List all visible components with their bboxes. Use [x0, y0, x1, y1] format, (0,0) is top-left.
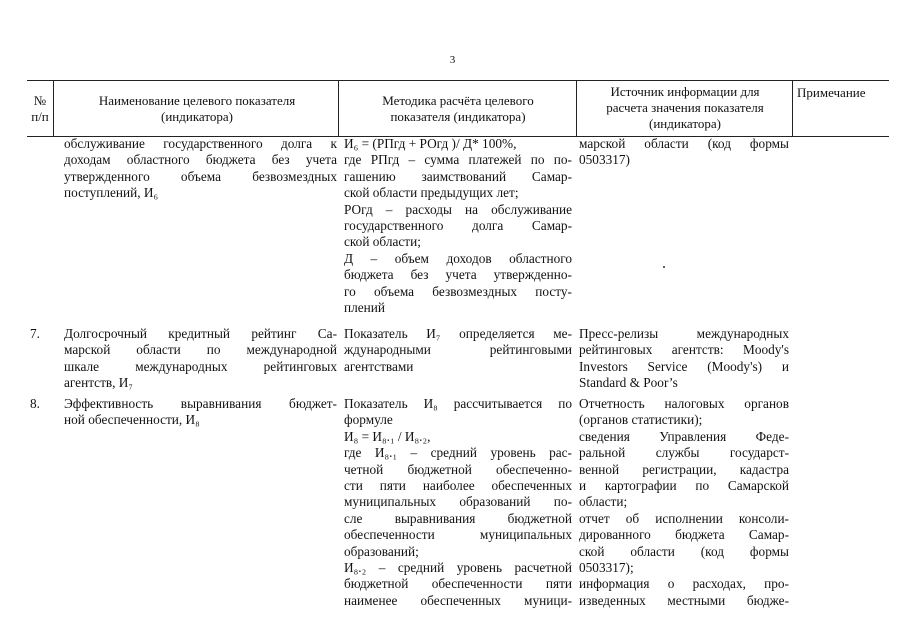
- header-source: Источник информации для расчета значения показателя (индикатора): [606, 84, 764, 131]
- text-line: агентств, И₇: [64, 375, 134, 391]
- row-method: [344, 136, 572, 316]
- text-line: ральной службы государст-: [579, 445, 789, 461]
- text-line: формуле: [344, 412, 393, 428]
- text-line: агентствами: [344, 358, 414, 374]
- header-num: № п/п: [31, 93, 49, 124]
- row-method: [344, 326, 572, 375]
- text-line: сле выравнивания бюджетной: [344, 510, 572, 526]
- text-line: поступлений, И₆: [64, 185, 159, 201]
- table-header: [27, 80, 889, 137]
- text-line: ской области (код формы: [579, 543, 789, 559]
- column-divider: [576, 81, 577, 136]
- row-source: [579, 326, 789, 392]
- column-divider: [792, 81, 793, 136]
- row-name: [64, 136, 337, 202]
- text-line: го объема безвозмездных посту-: [344, 283, 572, 299]
- text-line: отчет об исполнении консоли-: [579, 510, 789, 526]
- text-line: Долгосрочный кредитный рейтинг Са-: [64, 326, 337, 341]
- text-line: бюджета без учета утвержденно-: [344, 267, 572, 283]
- row-method: [344, 396, 572, 609]
- text-line: 0503317): [579, 152, 630, 168]
- text-line: Пресс-релизы международных: [579, 326, 789, 341]
- text-line: обеспеченности муниципальных: [344, 527, 572, 543]
- text-line: области;: [579, 494, 628, 510]
- text-line: обслуживание государственного долга к: [64, 136, 337, 151]
- header-name: Наименование целевого показателя (индикатора): [98, 93, 296, 124]
- text-line: РОгд – расходы на обслуживание: [344, 201, 572, 217]
- text-line: И₈ = И₈.₁ / И₈.₂,: [344, 428, 431, 444]
- column-divider: [338, 81, 339, 136]
- row-name: [64, 396, 337, 429]
- text-line: сти пяти наиболее обеспеченных: [344, 478, 572, 494]
- text-line: изведенных местными бюдже-: [579, 592, 789, 608]
- text-line: венной регистрации, кадастра: [579, 461, 789, 477]
- header-method: Методика расчёта целевого показателя (индикатора): [382, 93, 534, 124]
- text-line: ждународными рейтинговыми: [344, 342, 572, 358]
- text-line: информация о расходах, про-: [579, 576, 789, 592]
- text-line: дированного бюджета Самар-: [579, 527, 789, 543]
- row-num: 7.: [30, 326, 40, 341]
- column-divider: [53, 81, 54, 136]
- text-line: ной обеспеченности, И₈: [64, 412, 200, 428]
- text-line: и картографии по Самарской: [579, 478, 789, 494]
- text-line: 0503317);: [579, 560, 634, 576]
- header-note: Примечание: [797, 85, 866, 100]
- text-line: четной бюджетной обеспеченно-: [344, 461, 572, 477]
- text-line: Эффективность выравнивания бюджет-: [64, 396, 337, 411]
- text-line: Отчетность налоговых органов: [579, 396, 789, 411]
- text-line: рейтинговых агентств: Moody's: [579, 342, 789, 358]
- text-line: доходам областного бюджета без учета: [64, 152, 337, 168]
- text-line: плений: [344, 300, 386, 316]
- text-line: ской области;: [344, 234, 421, 250]
- text-line: (органов статистики);: [579, 412, 703, 428]
- text-line: где И₈.₁ – средний уровень рас-: [344, 445, 572, 461]
- text-line: ской области предыдущих лет;: [344, 185, 519, 201]
- text-line: образований;: [344, 543, 419, 559]
- text-line: бюджетной обеспеченности пяти: [344, 576, 572, 592]
- text-line: Показатель И₈ рассчитывается по: [344, 396, 572, 411]
- speck: [663, 266, 665, 268]
- text-line: Investors Service (Moody's) и: [579, 358, 789, 374]
- row-name: [64, 326, 337, 392]
- text-line: И₆ = (РПгд + РОгд )/ Д* 100%,: [344, 136, 517, 151]
- row-num: 8.: [30, 396, 40, 411]
- text-line: шкале международных рейтинговых: [64, 358, 337, 374]
- row-source: [579, 136, 789, 169]
- text-line: Д – объем доходов областного: [344, 250, 572, 266]
- text-line: утвержденного объема безвозмездных: [64, 168, 337, 184]
- text-line: где РПгд – сумма платежей по по-: [344, 152, 572, 168]
- text-line: марской области по международной: [64, 342, 337, 358]
- text-line: Standard & Poor’s: [579, 375, 678, 391]
- text-line: И₈.₂ – средний уровень расчетной: [344, 560, 572, 576]
- row-source: [579, 396, 789, 609]
- text-line: марской области (код формы: [579, 136, 789, 151]
- page-number: 3: [449, 54, 456, 66]
- text-line: наименее обеспеченных муници-: [344, 592, 572, 608]
- text-line: сведения Управления Феде-: [579, 428, 789, 444]
- text-line: Показатель И₇ определяется ме-: [344, 326, 572, 341]
- text-line: государственного долга Самар-: [344, 218, 572, 234]
- text-line: гашению заимствований Самар-: [344, 168, 572, 184]
- text-line: муниципальных образований по-: [344, 494, 572, 510]
